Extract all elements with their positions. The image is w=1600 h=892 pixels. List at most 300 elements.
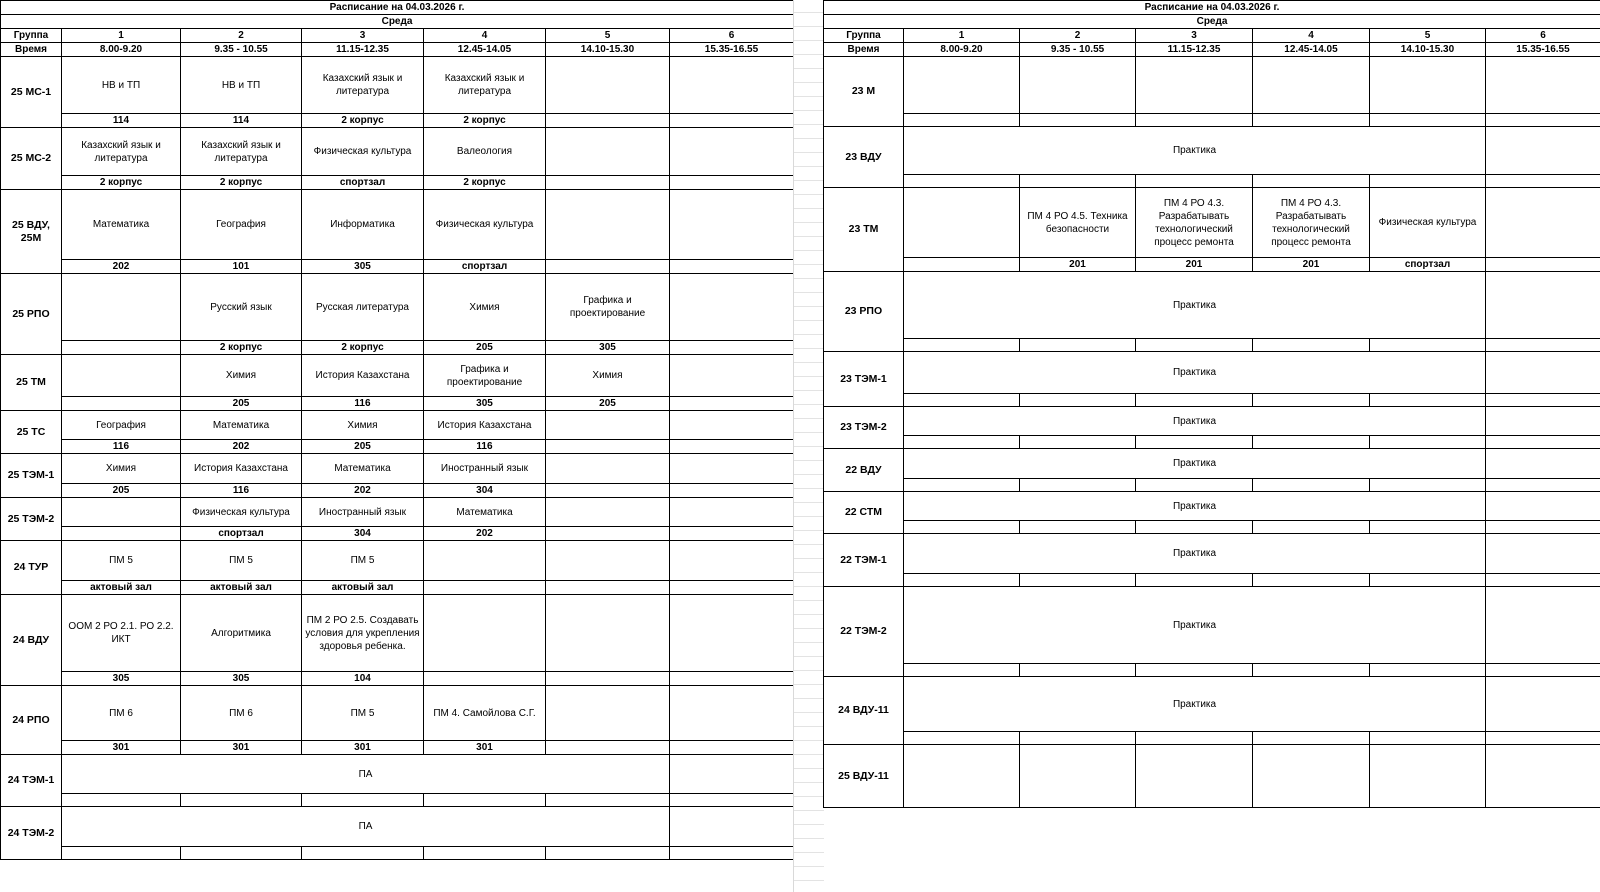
- lesson-subject: [1136, 57, 1253, 114]
- lesson-subject: [62, 498, 181, 527]
- lesson-subject: ПМ 4 РО 4.3. Разрабатывать технологический процесс ремонта: [1136, 188, 1253, 258]
- lesson-subject: ПМ 5: [62, 541, 181, 581]
- room-cell: [1136, 175, 1253, 188]
- gap-gridline: [794, 166, 824, 167]
- group-row: [824, 587, 1600, 664]
- lesson-subject: [670, 595, 794, 672]
- span-activity: Практика: [904, 449, 1486, 479]
- period-number: 3: [1136, 29, 1253, 43]
- lesson-subject: [670, 454, 794, 484]
- lesson-room: [1136, 114, 1253, 127]
- room-cell: [1136, 479, 1253, 492]
- title-row: [824, 1, 1600, 15]
- gap-gridline: [794, 306, 824, 307]
- gap-gridline: [794, 530, 824, 531]
- group-name: 23 ТМ: [824, 188, 904, 272]
- lesson-subject: [1020, 57, 1136, 114]
- lesson-subject: ПМ 4 РО 4.5. Техника безопасности: [1020, 188, 1136, 258]
- room-row: [1, 672, 794, 686]
- gap-gridline: [794, 558, 824, 559]
- lesson-room: 305: [546, 341, 670, 355]
- lesson-room: 2 корпус: [302, 114, 424, 128]
- day-row: [824, 15, 1600, 29]
- lesson-room: [1486, 258, 1600, 272]
- room-cell: [1370, 436, 1486, 449]
- lesson-subject: [1486, 745, 1600, 808]
- room-row: [824, 175, 1600, 188]
- room-cell: [1486, 479, 1600, 492]
- gap-gridline: [794, 26, 824, 27]
- lesson-subject: [670, 541, 794, 581]
- lesson-cell: [1486, 677, 1600, 732]
- room-cell: [1136, 574, 1253, 587]
- gap-gridline: [794, 474, 824, 475]
- lesson-subject: Русская литература: [302, 274, 424, 341]
- schedule-title: Расписание на 04.03.2026 г.: [824, 1, 1600, 15]
- lesson-room: 202: [302, 484, 424, 498]
- gap-gridline: [794, 152, 824, 153]
- gap-gridline: [794, 96, 824, 97]
- lesson-subject: [904, 188, 1020, 258]
- room-row: [824, 574, 1600, 587]
- time-row: [1, 43, 794, 57]
- room-cell: [1486, 339, 1600, 352]
- lesson-subject: Химия: [546, 355, 670, 397]
- lesson-room: [546, 176, 670, 190]
- lesson-room: 305: [302, 260, 424, 274]
- room-cell: [1020, 521, 1136, 534]
- lesson-room: [546, 260, 670, 274]
- period-time: 14.10-15.30: [1370, 43, 1486, 57]
- room-cell: [1020, 339, 1136, 352]
- lesson-subject: [1486, 57, 1600, 114]
- span-activity: Практика: [904, 272, 1486, 339]
- lesson-subject: [670, 128, 794, 176]
- lesson-subject: [1370, 745, 1486, 808]
- gap-gridline: [794, 768, 824, 769]
- lesson-room: 205: [424, 341, 546, 355]
- period-number: 2: [181, 29, 302, 43]
- room-cell: [904, 175, 1020, 188]
- room-cell: [1253, 521, 1370, 534]
- gap-gridline: [794, 222, 824, 223]
- group-row: [1, 274, 794, 341]
- period-number: 3: [302, 29, 424, 43]
- lesson-subject: Химия: [181, 355, 302, 397]
- lesson-room: [546, 741, 670, 755]
- gap-gridline: [794, 838, 824, 839]
- time-row: [824, 43, 1600, 57]
- gap-gridline: [794, 404, 824, 405]
- period-time: 15.35-16.55: [670, 43, 794, 57]
- room-cell: [904, 436, 1020, 449]
- room-row: [824, 436, 1600, 449]
- gap-gridline: [794, 880, 824, 881]
- room-cell: [1253, 436, 1370, 449]
- period-number: 6: [1486, 29, 1600, 43]
- lesson-subject: Математика: [181, 411, 302, 440]
- gap-gridline: [794, 180, 824, 181]
- lesson-subject: История Казахстана: [302, 355, 424, 397]
- lesson-cell: [1486, 449, 1600, 479]
- room-row: [1, 484, 794, 498]
- gap-gridline: [794, 12, 824, 13]
- gap-gridline: [794, 810, 824, 811]
- lesson-room: 116: [181, 484, 302, 498]
- room-cell: [1486, 574, 1600, 587]
- group-name: 25 ТЭМ-1: [1, 454, 62, 498]
- lesson-room: [1370, 114, 1486, 127]
- lesson-room: 101: [181, 260, 302, 274]
- lesson-room: [546, 114, 670, 128]
- room-cell: [1486, 732, 1600, 745]
- group-row: [824, 272, 1600, 339]
- room-row: [1, 794, 794, 807]
- lesson-room: спортзал: [1370, 258, 1486, 272]
- lesson-subject: ПМ 4 РО 4.3. Разрабатывать технологический процесс ремонта: [1253, 188, 1370, 258]
- group-row: [824, 492, 1600, 521]
- lesson-room: 301: [62, 741, 181, 755]
- lesson-room: 2 корпус: [424, 176, 546, 190]
- lesson-room: [424, 672, 546, 686]
- lesson-room: [546, 672, 670, 686]
- gap-gridline: [794, 670, 824, 671]
- group-row: [824, 352, 1600, 394]
- room-cell: [1136, 664, 1253, 677]
- room-cell: [1253, 574, 1370, 587]
- span-activity: Практика: [904, 352, 1486, 394]
- lesson-subject: [546, 57, 670, 114]
- lesson-subject: История Казахстана: [181, 454, 302, 484]
- gap-gridline: [794, 586, 824, 587]
- gap-gridline: [794, 782, 824, 783]
- lesson-cell: [1486, 352, 1600, 394]
- lesson-subject: ПМ 4. Самойлова С.Г.: [424, 686, 546, 741]
- gap-gridline: [794, 628, 824, 629]
- lesson-room: [424, 581, 546, 595]
- period-time: 12.45-14.05: [424, 43, 546, 57]
- gap-gridline: [794, 390, 824, 391]
- room-cell: [1020, 436, 1136, 449]
- lesson-subject: НВ и ТП: [181, 57, 302, 114]
- lesson-cell: [670, 807, 794, 847]
- group-row: [1, 595, 794, 672]
- lesson-room: 202: [181, 440, 302, 454]
- room-cell: [181, 794, 302, 807]
- lesson-room: [670, 341, 794, 355]
- room-cell: [1253, 664, 1370, 677]
- room-cell: [904, 664, 1020, 677]
- period-number: 4: [424, 29, 546, 43]
- span-activity: Практика: [904, 127, 1486, 175]
- group-name: 25 ТЭМ-2: [1, 498, 62, 541]
- lesson-room: 2 корпус: [181, 341, 302, 355]
- room-row: [824, 479, 1600, 492]
- span-activity: Практика: [904, 534, 1486, 574]
- period-time: 8.00-9.20: [904, 43, 1020, 57]
- span-activity: Практика: [904, 587, 1486, 664]
- room-cell: [904, 521, 1020, 534]
- gap-gridline: [794, 572, 824, 573]
- lesson-room: 301: [302, 741, 424, 755]
- gap-gridline: [794, 54, 824, 55]
- group-row: [1, 190, 794, 260]
- lesson-subject: [1370, 57, 1486, 114]
- room-cell: [1486, 436, 1600, 449]
- gap-gridline: [794, 656, 824, 657]
- period-number: 5: [546, 29, 670, 43]
- lesson-room: [1253, 114, 1370, 127]
- lesson-subject: Алгоритмика: [181, 595, 302, 672]
- lesson-cell: [670, 755, 794, 794]
- lesson-room: 114: [181, 114, 302, 128]
- gap-gridline: [794, 68, 824, 69]
- room-cell: [904, 732, 1020, 745]
- gap-gridline: [794, 236, 824, 237]
- room-cell: [1253, 479, 1370, 492]
- lesson-cell: [1486, 272, 1600, 339]
- room-cell: [1136, 521, 1253, 534]
- lesson-room: 205: [302, 440, 424, 454]
- lesson-subject: ПМ 6: [62, 686, 181, 741]
- lesson-subject: Казахский язык и литература: [424, 57, 546, 114]
- gap-gridline: [794, 684, 824, 685]
- room-row: [1, 114, 794, 128]
- room-row: [824, 114, 1600, 127]
- lesson-subject: Русский язык: [181, 274, 302, 341]
- span-activity: ПА: [62, 755, 670, 794]
- lesson-subject: [546, 541, 670, 581]
- gap-gridline: [794, 446, 824, 447]
- room-cell: [1253, 339, 1370, 352]
- group-name: 22 СТМ: [824, 492, 904, 534]
- gap-gridline: [794, 460, 824, 461]
- group-row: [824, 449, 1600, 479]
- room-cell: [1486, 664, 1600, 677]
- lesson-subject: [546, 411, 670, 440]
- span-activity: Практика: [904, 407, 1486, 436]
- room-row: [824, 521, 1600, 534]
- lesson-room: 116: [424, 440, 546, 454]
- group-row: [824, 127, 1600, 175]
- gap-gridline: [794, 502, 824, 503]
- lesson-subject: География: [181, 190, 302, 260]
- gap-gridline: [794, 292, 824, 293]
- group-name: 23 ВДУ: [824, 127, 904, 188]
- gap-gridline: [794, 544, 824, 545]
- lesson-room: [670, 484, 794, 498]
- lesson-room: 205: [546, 397, 670, 411]
- group-row: [824, 188, 1600, 258]
- lesson-room: [670, 397, 794, 411]
- lesson-subject: ПМ 6: [181, 686, 302, 741]
- lesson-subject: Химия: [62, 454, 181, 484]
- span-activity: Практика: [904, 492, 1486, 521]
- lesson-room: 201: [1253, 258, 1370, 272]
- gap-gridline: [794, 866, 824, 867]
- span-activity: ПА: [62, 807, 670, 847]
- room-cell: [424, 847, 546, 860]
- period-number: 1: [62, 29, 181, 43]
- group-row: [1, 128, 794, 176]
- room-cell: [904, 394, 1020, 407]
- room-row: [1, 527, 794, 541]
- room-row: [1, 397, 794, 411]
- lesson-cell: [1486, 492, 1600, 521]
- group-name: 24 ТУР: [1, 541, 62, 595]
- gap-gridline: [794, 348, 824, 349]
- room-cell: [670, 794, 794, 807]
- lesson-room: 104: [302, 672, 424, 686]
- lesson-subject: Казахский язык и литература: [302, 57, 424, 114]
- lesson-room: [62, 341, 181, 355]
- room-cell: [1020, 732, 1136, 745]
- lesson-room: [904, 258, 1020, 272]
- group-name: 24 ВДУ-11: [824, 677, 904, 745]
- right-schedule-table: [823, 0, 1600, 808]
- gap-gridline: [794, 852, 824, 853]
- lesson-subject: Физическая культура: [424, 190, 546, 260]
- group-row: [1, 686, 794, 741]
- group-name: 25 РПО: [1, 274, 62, 355]
- gap-gridline: [794, 264, 824, 265]
- day-row: [1, 15, 794, 29]
- group-name: 25 ВДУ-11: [824, 745, 904, 808]
- lesson-room: спортзал: [424, 260, 546, 274]
- lesson-subject: [1253, 57, 1370, 114]
- group-name: 23 М: [824, 57, 904, 127]
- gap-gridline: [794, 740, 824, 741]
- group-row: [824, 407, 1600, 436]
- lesson-subject: НВ и ТП: [62, 57, 181, 114]
- lesson-room: 301: [424, 741, 546, 755]
- gap-gridline: [794, 796, 824, 797]
- room-cell: [546, 794, 670, 807]
- gap-gridline: [794, 726, 824, 727]
- room-row: [824, 339, 1600, 352]
- lesson-subject: [424, 541, 546, 581]
- lesson-room: [670, 176, 794, 190]
- period-time: 11.15-12.35: [302, 43, 424, 57]
- gap-gridline: [794, 208, 824, 209]
- lesson-room: [670, 260, 794, 274]
- lesson-room: [546, 440, 670, 454]
- room-cell: [904, 479, 1020, 492]
- lesson-room: 114: [62, 114, 181, 128]
- gap-gridline: [794, 110, 824, 111]
- period-row: [1, 29, 794, 43]
- room-row: [824, 258, 1600, 272]
- gap-gridline: [794, 516, 824, 517]
- room-row: [1, 260, 794, 274]
- lesson-subject: Физическая культура: [1370, 188, 1486, 258]
- lesson-cell: [1486, 127, 1600, 175]
- room-cell: [424, 794, 546, 807]
- group-row: [1, 411, 794, 440]
- lesson-subject: [904, 57, 1020, 114]
- sheet-gap: [793, 0, 824, 892]
- lesson-room: 301: [181, 741, 302, 755]
- group-name: 22 ВДУ: [824, 449, 904, 492]
- group-name: 25 МС-1: [1, 57, 62, 128]
- lesson-room: [546, 484, 670, 498]
- group-header: Группа: [824, 29, 904, 43]
- room-row: [824, 732, 1600, 745]
- lesson-room: 205: [62, 484, 181, 498]
- period-number: 4: [1253, 29, 1370, 43]
- lesson-subject: [670, 57, 794, 114]
- lesson-room: [904, 114, 1020, 127]
- lesson-room: 305: [181, 672, 302, 686]
- lesson-room: [670, 581, 794, 595]
- lesson-subject: Казахский язык и литература: [181, 128, 302, 176]
- lesson-room: 201: [1136, 258, 1253, 272]
- room-cell: [1253, 394, 1370, 407]
- gap-gridline: [794, 334, 824, 335]
- room-cell: [1253, 732, 1370, 745]
- lesson-room: 305: [62, 672, 181, 686]
- period-time: 11.15-12.35: [1136, 43, 1253, 57]
- room-cell: [670, 847, 794, 860]
- lesson-room: 2 корпус: [424, 114, 546, 128]
- lesson-subject: Физическая культура: [302, 128, 424, 176]
- lesson-subject: [62, 355, 181, 397]
- lesson-subject: ПМ 5: [302, 541, 424, 581]
- lesson-room: 2 корпус: [181, 176, 302, 190]
- room-cell: [904, 574, 1020, 587]
- lesson-subject: [670, 274, 794, 341]
- lesson-subject: [670, 411, 794, 440]
- lesson-subject: [670, 498, 794, 527]
- period-time: 14.10-15.30: [546, 43, 670, 57]
- room-cell: [1136, 436, 1253, 449]
- room-cell: [1253, 175, 1370, 188]
- room-cell: [1020, 664, 1136, 677]
- period-number: 6: [670, 29, 794, 43]
- schedule-title: Расписание на 04.03.2026 г.: [1, 1, 794, 15]
- time-header: Время: [1, 43, 62, 57]
- lesson-subject: [546, 686, 670, 741]
- room-cell: [302, 847, 424, 860]
- room-row: [1, 741, 794, 755]
- room-cell: [1370, 394, 1486, 407]
- group-name: 24 РПО: [1, 686, 62, 755]
- group-name: 24 ВДУ: [1, 595, 62, 686]
- lesson-room: 202: [424, 527, 546, 541]
- lesson-subject: Информатика: [302, 190, 424, 260]
- lesson-room: [62, 397, 181, 411]
- room-row: [1, 847, 794, 860]
- room-cell: [1486, 175, 1600, 188]
- lesson-subject: ПМ 2 РО 2.5. Создавать условия для укрепления здоровья ребенка.: [302, 595, 424, 672]
- gap-gridline: [794, 418, 824, 419]
- lesson-subject: [546, 454, 670, 484]
- lesson-room: [546, 581, 670, 595]
- group-name: 24 ТЭМ-1: [1, 755, 62, 807]
- period-row: [824, 29, 1600, 43]
- group-row: [824, 534, 1600, 574]
- lesson-subject: [1486, 188, 1600, 258]
- lesson-room: 116: [302, 397, 424, 411]
- period-number: 1: [904, 29, 1020, 43]
- lesson-room: [546, 527, 670, 541]
- gap-gridline: [794, 124, 824, 125]
- lesson-subject: Математика: [424, 498, 546, 527]
- lesson-subject: [546, 190, 670, 260]
- day-label: Среда: [824, 15, 1600, 29]
- room-cell: [1370, 479, 1486, 492]
- lesson-subject: [670, 190, 794, 260]
